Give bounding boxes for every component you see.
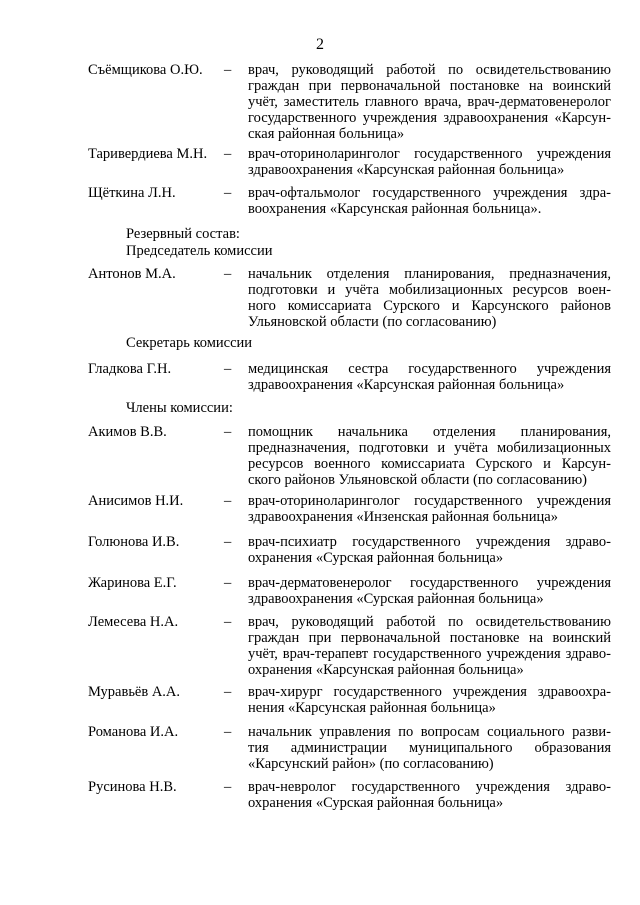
desc-line: учёт, заместитель главного врача, врач-дерматовенеролог bbox=[248, 94, 611, 110]
desc-line: «Карсунский район» (по согласованию) bbox=[248, 756, 494, 772]
person-name: Гладкова Г.Н. bbox=[88, 361, 172, 377]
person-position bbox=[248, 684, 611, 716]
dash: – bbox=[224, 614, 232, 630]
desc-line: ского районов Ульяновской области (по согласованию) bbox=[248, 472, 588, 488]
desc-line: врач, руководящий работой по освидетельствованию bbox=[248, 614, 611, 630]
desc-line: здравоохранения «Карсунская районная больница» bbox=[248, 377, 565, 393]
desc-line: врач-невролог государственного учреждения здраво- bbox=[248, 779, 611, 795]
desc-line: Ульяновской области (по согласованию) bbox=[248, 314, 497, 330]
desc-line: начальник управления по вопросам социального разви- bbox=[248, 724, 611, 740]
section-heading-chair: Председатель комиссии bbox=[126, 243, 273, 259]
dash: – bbox=[224, 534, 232, 550]
desc-line: ресурсов военного комиссариата Сурского и Карсун- bbox=[248, 456, 611, 472]
desc-line: граждан при первоначальной постановке на воинский bbox=[248, 630, 611, 646]
desc-line: нения «Карсунская районная больница» bbox=[248, 700, 496, 716]
desc-line: тия администрации муниципального образования bbox=[248, 740, 611, 756]
desc-line: начальник отделения планирования, предназначения, bbox=[248, 266, 611, 282]
person-position bbox=[248, 266, 611, 330]
page-number: 2 bbox=[316, 36, 324, 53]
dash: – bbox=[224, 724, 232, 740]
person-name: Акимов В.В. bbox=[88, 424, 167, 440]
dash: – bbox=[224, 146, 232, 162]
desc-line: врач-оториноларинголог государственного учреждения bbox=[248, 146, 611, 162]
section-heading-reserve: Резервный состав: bbox=[126, 226, 240, 242]
desc-line: врач-хирург государственного учреждения здравоохра- bbox=[248, 684, 611, 700]
desc-line: врач, руководящий работой по освидетельствованию bbox=[248, 62, 611, 78]
desc-line: медицинская сестра государственного учреждения bbox=[248, 361, 611, 377]
dash: – bbox=[224, 361, 232, 377]
person-position bbox=[248, 779, 611, 811]
desc-line: врач-офтальмолог государственного учреждения здра- bbox=[248, 185, 611, 201]
person-name: Таривердиева М.Н. bbox=[88, 146, 208, 162]
person-name: Муравьёв А.А. bbox=[88, 684, 181, 700]
desc-line: охранения «Карсунская районная больница» bbox=[248, 662, 524, 678]
person-position bbox=[248, 146, 611, 178]
person-position bbox=[248, 185, 611, 217]
person-name: Голюнова И.В. bbox=[88, 534, 180, 550]
person-position bbox=[248, 724, 611, 772]
desc-line: здравоохранения «Карсунская районная больница» bbox=[248, 162, 565, 178]
person-position bbox=[248, 493, 611, 525]
desc-line: государственного учреждения здравоохранения «Карсун- bbox=[248, 110, 611, 126]
person-name: Съёмщикова О.Ю. bbox=[88, 62, 203, 78]
dash: – bbox=[224, 779, 232, 795]
desc-line: здравоохранения «Сурская районная больница» bbox=[248, 591, 544, 607]
desc-line: подготовки и учёта мобилизационных ресурсов воен- bbox=[248, 282, 611, 298]
person-position bbox=[248, 361, 611, 393]
desc-line: врач-оториноларинголог государственного учреждения bbox=[248, 493, 611, 509]
dash: – bbox=[224, 575, 232, 591]
desc-line: ного комиссариата Сурского и Карсунского районов bbox=[248, 298, 611, 314]
person-name: Анисимов Н.И. bbox=[88, 493, 184, 509]
person-position bbox=[248, 534, 611, 566]
desc-line: помощник начальника отделения планирования, bbox=[248, 424, 611, 440]
person-name: Русинова Н.В. bbox=[88, 779, 177, 795]
section-heading-members: Члены комиссии: bbox=[126, 400, 233, 416]
person-name: Жаринова Е.Г. bbox=[88, 575, 177, 591]
person-position bbox=[248, 424, 611, 488]
person-name: Романова И.А. bbox=[88, 724, 179, 740]
desc-line: граждан при первоначальной постановке на воинский bbox=[248, 78, 611, 94]
person-name: Щёткина Л.Н. bbox=[88, 185, 176, 201]
dash: – bbox=[224, 684, 232, 700]
person-name: Антонов М.А. bbox=[88, 266, 176, 282]
desc-line: ская районная больница» bbox=[248, 126, 405, 142]
desc-line: учёт, врач-терапевт государственного учреждения здраво- bbox=[248, 646, 611, 662]
person-position bbox=[248, 575, 611, 607]
dash: – bbox=[224, 493, 232, 509]
desc-line: охранения «Сурская районная больница» bbox=[248, 795, 504, 811]
desc-line: охранения «Сурская районная больница» bbox=[248, 550, 504, 566]
dash: – bbox=[224, 62, 232, 78]
desc-line: врач-психиатр государственного учреждения здраво- bbox=[248, 534, 611, 550]
person-position bbox=[248, 614, 611, 678]
person-name: Лемесева Н.А. bbox=[88, 614, 179, 630]
section-heading-secretary: Секретарь комиссии bbox=[126, 335, 253, 351]
desc-line: воохранения «Карсунская районная больница». bbox=[248, 201, 542, 217]
dash: – bbox=[224, 424, 232, 440]
desc-line: предназначения, подготовки и учёта мобилизационных bbox=[248, 440, 611, 456]
desc-line: здравоохранения «Инзенская районная больница» bbox=[248, 509, 558, 525]
desc-line: врач-дерматовенеролог государственного учреждения bbox=[248, 575, 611, 591]
person-position bbox=[248, 62, 611, 142]
dash: – bbox=[224, 185, 232, 201]
dash: – bbox=[224, 266, 232, 282]
